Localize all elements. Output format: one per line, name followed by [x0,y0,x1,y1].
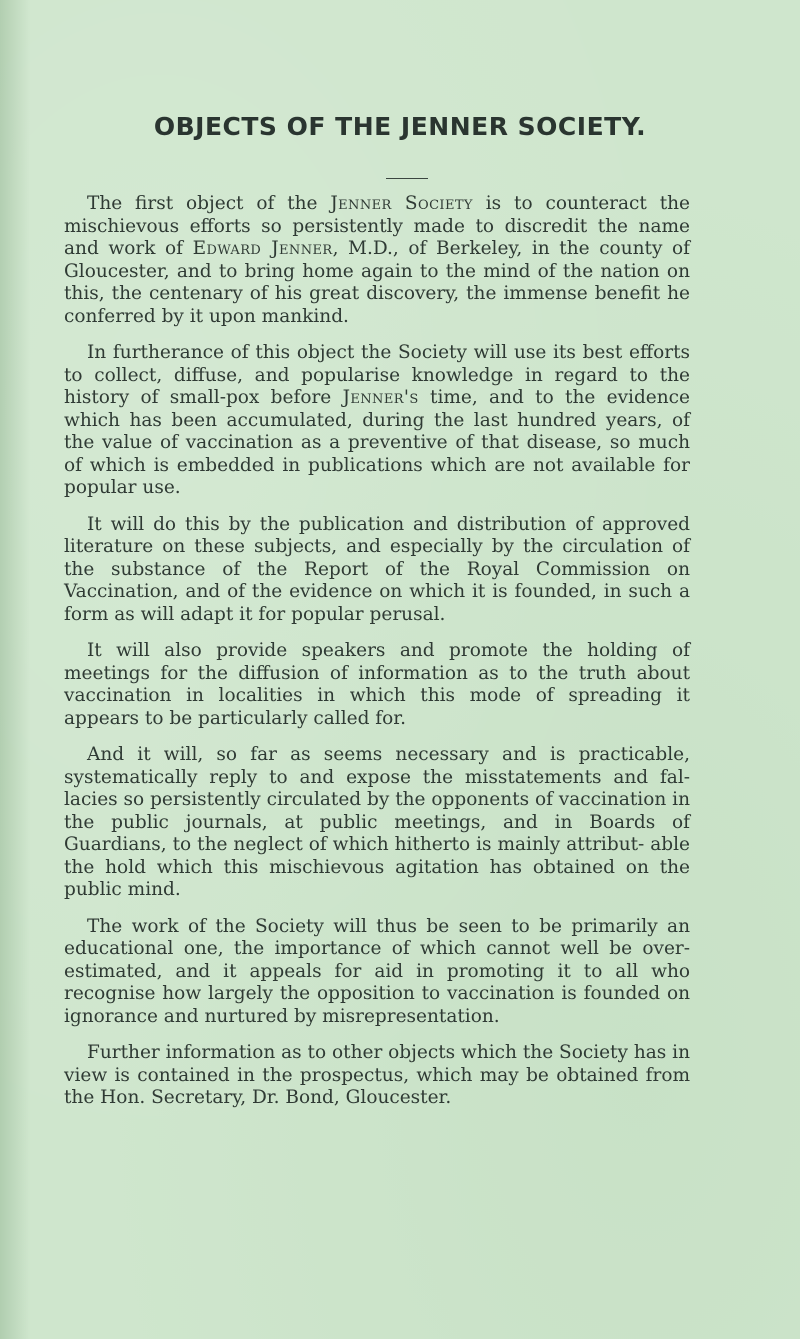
paragraph-2-text-a: In furtherance of this object the Society will use its best efforts to collect, diffuse, and popularise knowledge in regard to the history of small-pox before [64,342,690,408]
paragraph-6: The work of the Society will thus be seen to be primarily an educational one, the importance of which cannot well be over-estimated, and it appeals for aid in promoting it to all who recognise how largely the opposition to vaccination is founded on ignorance and nurtured by misrepresentation. [64,915,690,1027]
paragraph-4: It will also provide speakers and promote the holding of meetings for the diffusion of information as to the truth about vaccination in localities in which this mode of spreading it appears to be particularly called for. [64,640,690,729]
jenners-name: Jenner's [342,387,419,408]
paragraph-1-text-a: The first object of the [87,193,331,214]
paragraph-2 [64,342,690,500]
edward-jenner-name: Edward Jenner [192,238,333,259]
paragraph-7: Further information as to other objects which the Society has in view is contained in the prospectus, which may be obtained from the Hon. Secretary, Dr. Bond, Gloucester. [64,1042,690,1108]
paragraph-2-text-b: time, and to the evidence which has been accumulated, during the last hundred years, of the value of vaccination as a preventive of that disease, so much of which is embedded in publications which are not available for popular use. [64,387,690,498]
paragraph-1-text-c: , M.D., of Berkeley, in the county of Gloucester, and to bring home again to the mind of the nation on this, the centenary of his great discovery, the immense benefit he conferred by it upon mankind. [64,238,690,327]
jenner-society-name: Jenner Society [330,193,473,214]
page-edge-shadow [0,0,30,1339]
paragraph-1 [64,193,690,328]
page-title: OBJECTS OF THE JENNER SOCIETY. [153,112,647,141]
paragraph-1-text-b: is to counteract the mischievous efforts so persistently made to discredit the name and work of [64,193,690,259]
document-body [64,193,690,1124]
paragraph-5: And it will, so far as seems necessary and is practicable, systematically reply to and expose the misstatements and fal- lacies so persistently circulated by the opponents of vaccination in the public journals, at public meetings, and in Boards of Guardians, to the neglect of which hitherto is mainly attribut- able the hold which this mischievous agitation has obtained on the public mind. [64,744,690,900]
paragraph-3: It will do this by the publication and distribution of approved literature on these subjects, and especially by the circulation of the substance of the Report of the Royal Commission on Vaccination, and of the evidence on which it is founded, in such a form as will adapt it for popular perusal. [64,513,690,625]
title-divider [386,178,428,179]
